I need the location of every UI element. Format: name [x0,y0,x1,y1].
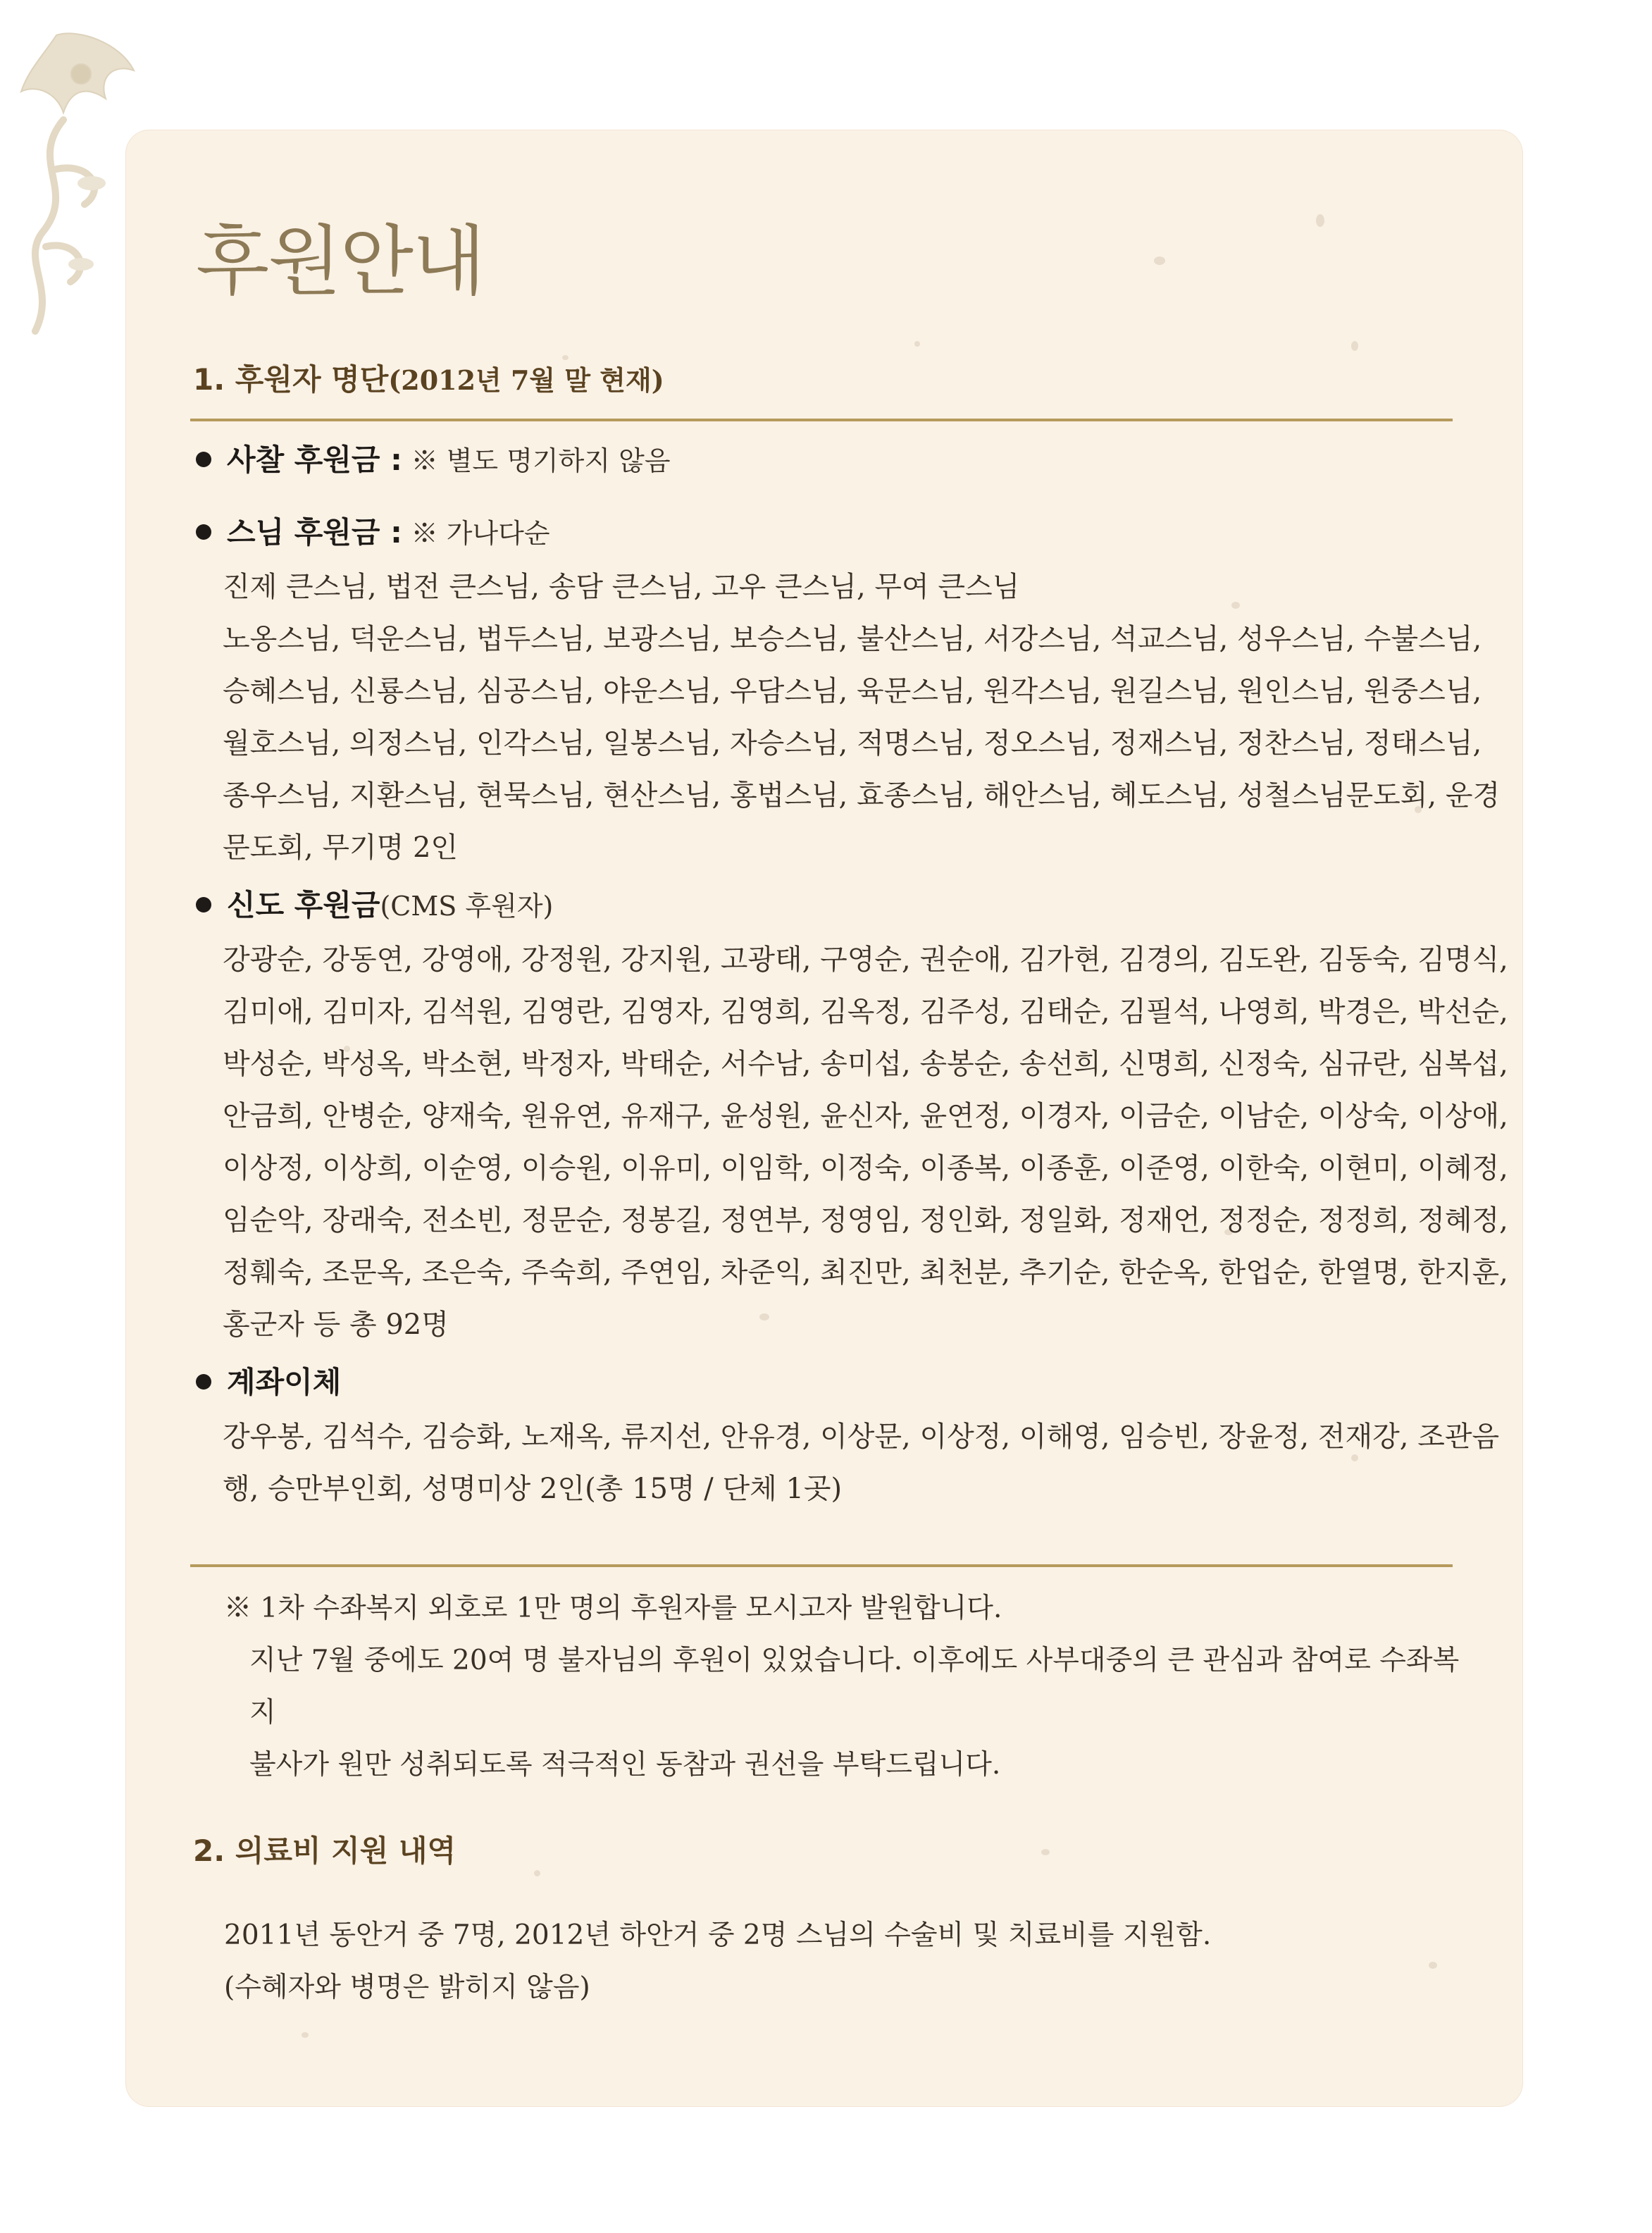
monk-donor-line: 진제 큰스님, 법전 큰스님, 송담 큰스님, 고우 큰스님, 무여 큰스님 [223,571,1020,603]
temple-donation-note: ※ 별도 명기하지 않음 [411,445,671,476]
monk-donation-label: 스님 후원금 : [227,515,402,550]
lay-donor-line: 임순악, 장래숙, 전소빈, 정문순, 정봉길, 정연부, 정영임, 정인화, 정일화, 정재언, 정정순, 정정희, 정혜정, [223,1204,1508,1237]
transfer-donor-names [223,1411,1500,1515]
lay-donor-line: 이상정, 이상희, 이순영, 이승원, 이유미, 이임학, 이정숙, 이종복, 이종훈, 이준영, 이한숙, 이현미, 이혜정, [223,1152,1508,1184]
transfer-donor-line: 행, 승만부인회, 성명미상 2인(총 15명 / 단체 1곳) [223,1473,843,1505]
campaign-notice [224,1583,1464,1791]
monk-donor-line: 승혜스님, 신룡스님, 심공스님, 야운스님, 우담스님, 육문스님, 원각스님, 원길스님, 원인스님, 원중스님, [223,675,1482,707]
section-heading-medical: 2. 의료비 지원 내역 [193,1833,457,1868]
lay-donor-line: 강광순, 강동연, 강영애, 강정원, 강지원, 고광태, 구영순, 권순애, 김가현, 김경의, 김도완, 김동숙, 김명식, [223,944,1508,976]
temple-donation-row [196,433,1450,488]
floral-ornament-icon [14,21,141,359]
medical-support-details [224,1910,1464,2014]
medical-line: (수혜자와 병명은 밝히지 않음) [224,1972,590,2003]
section-divider [190,419,1453,421]
medical-line: 2011년 동안거 중 7명, 2012년 하안거 중 2명 스님의 수술비 및 치료비를 지원함. [224,1919,1212,1951]
lay-donation-row [196,878,1450,934]
transfer-donation-row [196,1355,1450,1411]
bullet-icon [196,897,211,913]
monk-donor-line: 노옹스님, 덕운스님, 법두스님, 보광스님, 보승스님, 불산스님, 서강스님, 석교스님, 성우스님, 수불스님, [223,623,1482,655]
section-heading-date: (2012년 7월 말 현재) [388,364,664,396]
bullet-icon [196,524,211,540]
bullet-icon [196,452,211,467]
transfer-donation-label: 계좌이체 [227,1365,342,1399]
monk-donation-note: ※ 가나다순 [411,518,550,549]
section-heading-label: 1. 후원자 명단 [193,362,389,397]
donor-list [196,433,1508,1515]
lay-donor-line: 김미애, 김미자, 김석원, 김영란, 김영자, 김영희, 김옥정, 김주성, 김태순, 김필석, 나영희, 박경은, 박선순, [223,996,1508,1028]
notice-line: 불사가 원만 성취되도록 적극적인 동참과 권선을 부탁드립니다. [249,1749,1001,1781]
lay-donor-line: 홍군자 등 총 92명 [223,1309,449,1341]
lay-donor-line: 안금희, 안병순, 양재숙, 원유연, 유재구, 윤성원, 윤신자, 윤연정, 이경자, 이금순, 이남순, 이상숙, 이상애, [223,1100,1508,1132]
content-card [125,130,1523,2107]
monk-donation-row [196,505,1450,561]
page-title: 후원안내 [196,218,485,306]
transfer-donor-line: 강우봉, 김석수, 김승화, 노재옥, 류지선, 안유경, 이상문, 이상정, 이해영, 임승빈, 장윤정, 전재강, 조관음 [223,1421,1500,1453]
section-divider [190,1564,1453,1567]
section-heading-donors [193,357,664,399]
monk-donor-names [223,561,1501,874]
notice-line: ※ 1차 수좌복지 외호로 1만 명의 후원자를 모시고자 발원합니다. [224,1592,1002,1624]
lay-donor-line: 박성순, 박성옥, 박소현, 박정자, 박태순, 서수남, 송미섭, 송봉순, 송선희, 신명희, 신정숙, 심규란, 심복섭, [223,1048,1508,1080]
lay-donor-names [223,934,1508,1351]
bullet-icon [196,1374,211,1390]
temple-donation-label: 사찰 후원금 : [227,443,402,477]
lay-donation-label: 신도 후원금 [227,888,380,922]
monk-donor-line: 종우스님, 지환스님, 현묵스님, 현산스님, 홍법스님, 효종스님, 해안스님, 혜도스님, 성철스님문도회, 운경 [223,779,1501,812]
monk-donor-line: 문도회, 무기명 2인 [223,831,459,864]
lay-donor-line: 정훼숙, 조문옥, 조은숙, 주숙희, 주연임, 차준익, 최진만, 최천분, 추기순, 한순옥, 한업순, 한열명, 한지훈, [223,1256,1508,1289]
notice-line: 지난 7월 중에도 20여 명 불자님의 후원이 있었습니다. 이후에도 사부대중의 큰 관심과 참여로 수좌복지 [249,1645,1460,1728]
lay-donation-note: (CMS 후원자) [380,891,554,922]
monk-donor-line: 월호스님, 의정스님, 인각스님, 일봉스님, 자승스님, 적명스님, 정오스님, 정재스님, 정찬스님, 정태스님, [223,727,1482,760]
